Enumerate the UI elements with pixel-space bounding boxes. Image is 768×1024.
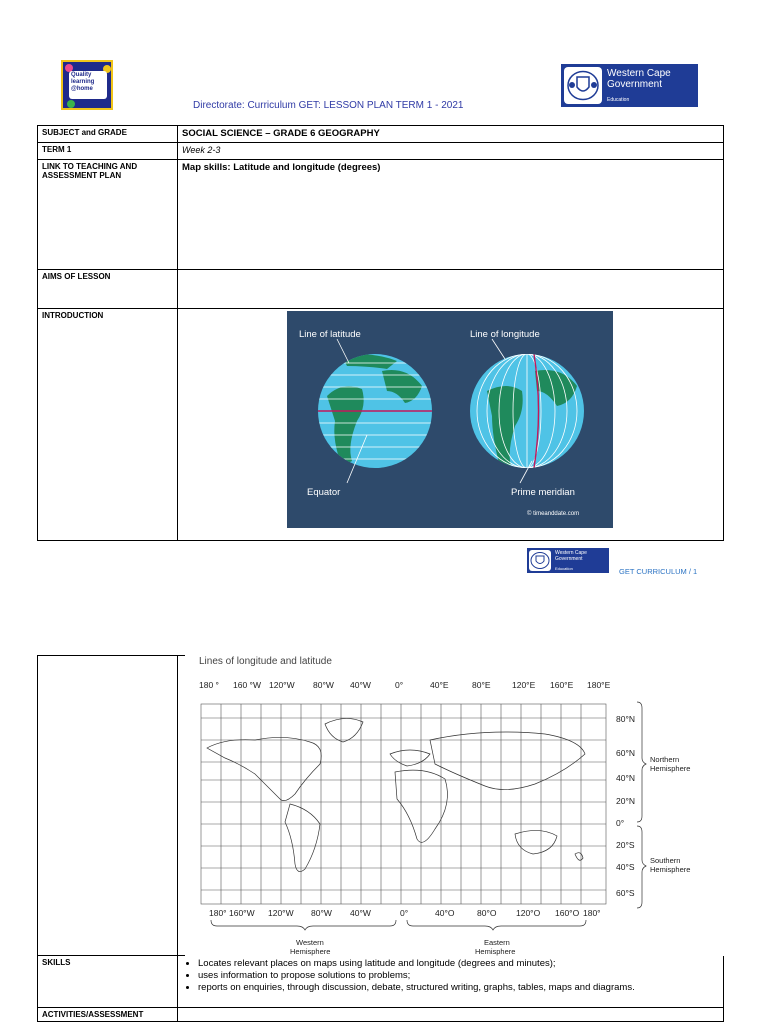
equator-label: Equator [307, 487, 341, 498]
link-label: LINK TO TEACHING AND ASSESSMENT PLAN [38, 160, 178, 270]
latitude-label: 60°S [616, 888, 635, 898]
top-longitude-label: 80°E [472, 680, 491, 690]
southern-hemisphere-label: Hemisphere [650, 865, 691, 874]
coat-of-arms-icon [529, 550, 551, 571]
logo-line: Government [555, 556, 583, 562]
globe-longitude-graphic [470, 354, 584, 468]
skills-list [182, 958, 719, 994]
aims-value [178, 270, 724, 309]
latitude-longitude-figure [287, 311, 613, 528]
logo-title [607, 68, 671, 90]
eastern-hemisphere-label: Eastern [484, 938, 510, 947]
bottom-longitude-label: 40°W [350, 908, 371, 918]
bottom-longitude-label: 0° [400, 908, 409, 918]
table-row [38, 1008, 724, 1022]
top-longitude-label: 40°W [350, 680, 371, 690]
latitude-label: 80°N [616, 714, 635, 724]
bottom-longitude-label: 80°W [311, 908, 332, 918]
table-row [38, 160, 724, 270]
top-longitude-label: 180°E [587, 680, 611, 690]
latitude-label: 40°N [616, 773, 635, 783]
activities-label: ACTIVITIES/ASSESSMENT [38, 1008, 178, 1022]
logo-line: Western Cape [555, 550, 587, 556]
logo-line: Education [555, 566, 573, 571]
footer-logo [527, 548, 609, 573]
bottom-longitude-label: 180° [209, 908, 227, 918]
top-longitude-label: 160 °W [233, 680, 261, 690]
bottom-longitude-label: 120°O [516, 908, 541, 918]
top-longitude-label: 40°E [430, 680, 449, 690]
latitude-label: 0° [616, 818, 625, 828]
map-title: Lines of longitude and latitude [199, 656, 332, 667]
aims-label: AIMS OF LESSON [38, 270, 178, 309]
figure-credit: © timeanddate.com [527, 511, 580, 517]
term-value: Week 2-3 [178, 143, 724, 160]
skills-cell [178, 956, 724, 1008]
top-longitude-label: 160°E [550, 680, 574, 690]
logo-text-box [69, 71, 107, 99]
link-value: Map skills: Latitude and longitude (degrees) [178, 160, 724, 270]
western-hemisphere-label: Western [296, 938, 324, 947]
logo-dot [67, 100, 75, 108]
subject-value: SOCIAL SCIENCE – GRADE 6 GEOGRAPHY [178, 126, 724, 143]
empty-label-cell [38, 656, 178, 956]
top-longitude-label: 120°W [269, 680, 295, 690]
activities-cell [178, 1008, 724, 1022]
top-longitude-label: 120°E [512, 680, 536, 690]
western-cape-logo [561, 64, 698, 107]
northern-hemisphere-label: Hemisphere [650, 764, 691, 773]
top-longitude-label: 180 ° [199, 680, 219, 690]
bottom-longitude-label: 160°O [555, 908, 580, 918]
bottom-longitude-label: 40°O [435, 908, 455, 918]
latitude-label: 40°S [616, 862, 635, 872]
list-item: • Locates relevant places on maps using latitude and longitude (degrees and minutes); [198, 958, 719, 970]
intro-label: INTRODUCTION [38, 309, 178, 541]
latitude-label: 60°N [616, 748, 635, 758]
southern-hemisphere-label: Southern [650, 856, 681, 865]
longitude-label: Line of longitude [470, 329, 540, 340]
table-row [38, 270, 724, 309]
bottom-longitude-label: 180° [583, 908, 601, 918]
logo-subtitle: Education [607, 97, 630, 103]
world-grid-map [185, 654, 725, 956]
top-longitude-label: 0° [395, 680, 404, 690]
logo-text-line: learning [71, 79, 95, 85]
term-label: TERM 1 [38, 143, 178, 160]
latitude-label: 20°N [616, 796, 635, 806]
bottom-longitude-label: 80°O [477, 908, 497, 918]
logo-line: Western Cape [607, 68, 671, 79]
prime-meridian-label: Prime meridian [511, 487, 575, 498]
latitude-label: Line of latitude [299, 329, 361, 340]
bottom-longitude-label: 120°W [268, 908, 294, 918]
northern-hemisphere-label: Northern [650, 755, 680, 764]
bottom-longitude-label: 160°W [229, 908, 255, 918]
latitude-label: 20°S [616, 840, 635, 850]
table-row [38, 126, 724, 143]
quality-learning-logo [61, 60, 113, 110]
footer-logo-text [555, 550, 587, 572]
logo-line: Government [607, 79, 663, 90]
logo-text-line: @home [71, 86, 93, 92]
skills-label: SKILLS [38, 956, 178, 1008]
list-item: • uses information to propose solutions to problems; [198, 970, 719, 982]
table-row [38, 956, 724, 1008]
top-longitude-label: 80°W [313, 680, 334, 690]
list-item: • reports on enquiries, through discussion, debate, structured writing, graphs, tables, maps and diagrams. [198, 982, 719, 994]
table-row [38, 143, 724, 160]
directorate-heading: Directorate: Curriculum GET: LESSON PLAN TERM 1 - 2021 [193, 100, 464, 111]
subject-label: SUBJECT and GRADE [38, 126, 178, 143]
eastern-hemisphere-label: Hemisphere [475, 947, 516, 956]
coat-of-arms-icon [564, 67, 602, 104]
western-hemisphere-label: Hemisphere [290, 947, 331, 956]
logo-text-line: Quality [71, 72, 92, 78]
footer-curriculum: GET CURRICULUM / 1 [619, 567, 698, 576]
